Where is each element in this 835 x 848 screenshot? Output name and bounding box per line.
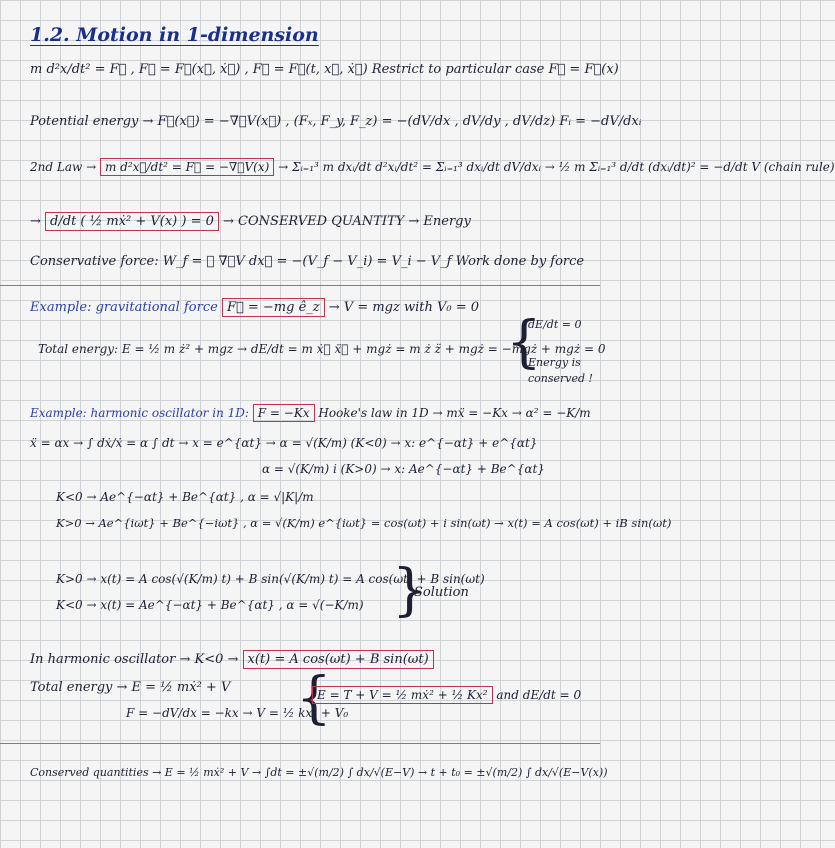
hooke-force-box: F = −Kx	[253, 404, 315, 422]
page-title: 1.2. Motion in 1-dimension	[30, 24, 319, 46]
section-divider-bottom	[0, 743, 600, 744]
example-harmonic	[30, 406, 591, 420]
equation-line-conservative-force: Conservative force: W_f = ∮ ∇⃗V dx⃗ = −(V_f − V_i) = V_i − V_f Work done by force	[30, 254, 585, 269]
arrow-label: →	[30, 214, 41, 229]
total-energy-line: Total energy → E = ½ mẋ² + V	[30, 680, 231, 695]
second-law-derivation: → Σᵢ₌₁³ m dxᵢ/dt d²xᵢ/dt² = Σᵢ₌₁³ dxᵢ/dt dV/dxᵢ → ½ m Σᵢ₌₁³ d/dt (dxᵢ/dt)² = −d/dt V (chain rule)	[278, 160, 835, 174]
equation-line-exponential: ẍ = αx → ∫ dẋ/ẋ = α ∫ dt → x = e^{αt} → α = √(K/m) (K<0) → x: e^{−αt} + e^{αt}	[30, 436, 538, 450]
conserved-quantity-text: → CONSERVED QUANTITY → Energy	[223, 214, 471, 229]
equation-line-k-positive: K>0 → Ae^{iωt} + Be^{−iωt} , α = √(K/m) e^{iωt} = cos(ωt) + i sin(ωt) → x(t) = A cos(ωt) + iB sin(ωt)	[56, 516, 672, 530]
total-energy-box-line	[312, 688, 581, 702]
harmonic-oscillator-line	[30, 652, 434, 667]
total-energy-box: E = T + V = ½ mẋ² + ½ Kx²	[312, 686, 493, 704]
solution-k-positive: K>0 → x(t) = A cos(√(K/m) t) + B sin(√(K/m) t) = A cos(ωt) + B sin(ωt)	[56, 572, 485, 586]
equation-line-alpha-complex: α = √(K/m) i (K>0) → x: Ae^{−αt} + Be^{αt}	[262, 462, 545, 476]
harmonic-solution-box: x(t) = A cos(ωt) + B sin(ωt)	[243, 650, 434, 669]
brace-energy-conserved: {	[506, 310, 542, 375]
equation-line-potential: Potential energy → F⃗(x⃗) = −∇⃗V(x⃗) , (Fₓ, F_y, F_z) = −(dV/dx , dV/dy , dV/dz) Fᵢ = −dV/dxᵢ	[30, 114, 642, 129]
second-law-label: 2nd Law →	[30, 160, 97, 174]
note-de-dt-zero: dE/dt = 0	[528, 318, 582, 331]
equation-line-second-law	[30, 160, 835, 174]
potential-from-force-line: F = −dV/dx = −kx → V = ½ kx² + V₀	[126, 706, 349, 720]
brace-solution: }	[392, 558, 428, 623]
equation-line-total-energy-gravity: Total energy: E = ½ m ż² + mgz → dE/dt = m ẋ⃗ ẍ⃗ + mgż = m ż z̈ + mgż = −mgż + mgż = 0	[38, 342, 606, 356]
equation-line-k-negative: K<0 → Ae^{−αt} + Be^{αt} , α = √|K|/m	[56, 490, 314, 504]
hooke-law-text: Hooke's law in 1D → mẍ = −Kx → α² = −K/m	[318, 406, 591, 420]
section-divider	[0, 285, 600, 286]
example-harmonic-label: Example: harmonic oscillator in 1D:	[30, 406, 249, 420]
note-energy-is: Energy is	[528, 356, 581, 369]
energy-conservation-box: d/dt ( ½ mẋ² + V(x) ) = 0	[45, 212, 219, 231]
note-conserved: conserved !	[528, 372, 593, 385]
gravity-force-box: F⃗ = −mg ê_z	[222, 298, 325, 317]
solution-label: Solution	[414, 585, 469, 600]
equation-line-conserved	[30, 214, 471, 229]
harmonic-oscillator-label: In harmonic oscillator → K<0 →	[30, 652, 239, 667]
example-gravitational-label: Example: gravitational force	[30, 300, 218, 315]
equation-line-newton: m d²x/dt² = F⃗ , F⃗ = F⃗(x⃗, ẋ⃗) , F⃗ = F⃗(t, x⃗, ẋ⃗) Restrict to particular case F⃗ = F⃗(x)	[30, 62, 619, 77]
total-energy-conserved: and dE/dt = 0	[496, 688, 582, 702]
newton-box: m d²x⃗/dt² = F⃗ = −∇⃗V(x)	[100, 158, 274, 176]
conserved-quantities-line: Conserved quantities → E = ½ mẋ² + V → ∫dt = ±√(m/2) ∫ dx/√(E−V) → t + t₀ = ±√(m/2) ∫ dx/√(E−V(x))	[30, 766, 608, 779]
example-gravitational	[30, 300, 479, 315]
solution-k-negative: K<0 → x(t) = Ae^{−αt} + Be^{αt} , α = √(−K/m)	[56, 598, 364, 612]
gravity-potential: → V = mgz with V₀ = 0	[328, 300, 480, 315]
brace-total-energy: {	[296, 666, 332, 731]
